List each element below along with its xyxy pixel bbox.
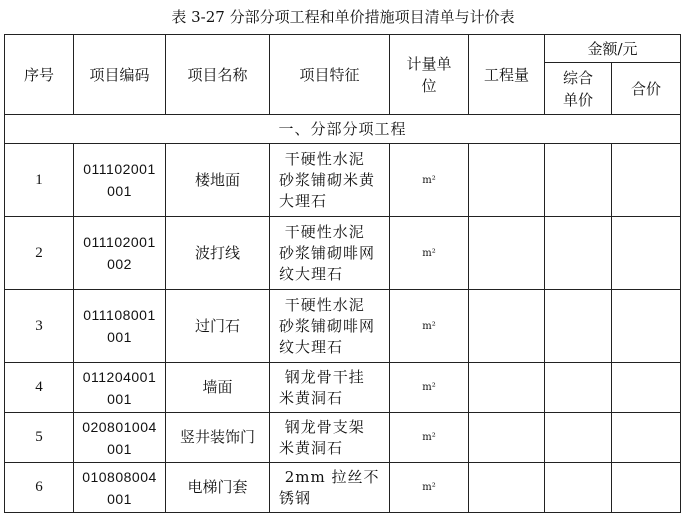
cell-total xyxy=(612,413,681,463)
cell-feature-line2: 砂浆铺砌啡网 xyxy=(279,243,376,262)
section-row xyxy=(5,115,681,144)
cell-code-line1: 011204001 xyxy=(82,368,157,385)
table-row xyxy=(5,144,681,217)
cell-code-line2: 001 xyxy=(107,490,132,507)
cell-feature-line2: 锈钢 xyxy=(279,488,312,507)
cell-name: 电梯门套 xyxy=(166,463,270,513)
header-composite-line1: 综合 xyxy=(562,68,593,87)
cell-quantity xyxy=(469,290,545,363)
cell-code-line1: 010808004 xyxy=(82,468,157,485)
header-unit xyxy=(390,35,469,115)
header-total: 合价 xyxy=(612,63,681,115)
cell-unit: m² xyxy=(390,413,469,463)
cell-unit: m² xyxy=(390,363,469,413)
section-title: 一、分部分项工程 xyxy=(5,115,681,144)
cell-feature xyxy=(270,290,390,363)
cell-total xyxy=(612,144,681,217)
table-row xyxy=(5,290,681,363)
cell-total xyxy=(612,290,681,363)
cell-feature xyxy=(270,363,390,413)
cell-feature-line1: 干硬性水泥 xyxy=(279,222,365,241)
header-unit-line1: 计量单 xyxy=(406,54,452,73)
cell-feature-line1: 钢龙骨支架 xyxy=(279,417,365,436)
cell-composite-price xyxy=(545,217,612,290)
cell-composite-price xyxy=(545,290,612,363)
cell-code-line1: 020801004 xyxy=(82,418,157,435)
cell-feature xyxy=(270,463,390,513)
table-title: 表 3-27 分部分项工程和单价措施项目清单与计价表 xyxy=(171,8,515,26)
cell-total xyxy=(612,463,681,513)
cell-feature-line3: 纹大理石 xyxy=(279,264,344,283)
header-amount: 金额/元 xyxy=(545,35,681,63)
cell-name: 过门石 xyxy=(166,290,270,363)
cell-unit: m² xyxy=(390,144,469,217)
cell-code-line1: 011102001 xyxy=(83,234,156,250)
cell-name: 竖井装饰门 xyxy=(166,413,270,463)
header-quantity: 工程量 xyxy=(469,35,545,115)
cell-code-line2: 002 xyxy=(107,256,132,272)
cell-composite-price xyxy=(545,363,612,413)
cell-code-line2: 001 xyxy=(107,440,132,457)
cell-code xyxy=(74,144,166,217)
cell-code xyxy=(74,363,166,413)
cell-code-line2: 001 xyxy=(107,183,132,199)
cell-seq: 5 xyxy=(5,413,74,463)
cell-unit: m² xyxy=(390,290,469,363)
cell-name: 楼地面 xyxy=(166,144,270,217)
header-code: 项目编码 xyxy=(74,35,166,115)
cell-code xyxy=(74,217,166,290)
cell-code-line1: 011108001 xyxy=(83,307,156,323)
header-row-1 xyxy=(5,35,681,63)
cell-feature-line3: 大理石 xyxy=(279,191,328,210)
cell-quantity xyxy=(469,363,545,413)
cell-seq: 3 xyxy=(5,290,74,363)
cell-code-line2: 001 xyxy=(107,329,132,345)
cell-quantity xyxy=(469,463,545,513)
cell-name: 墙面 xyxy=(166,363,270,413)
header-composite-price xyxy=(545,63,612,115)
header-feature: 项目特征 xyxy=(270,35,390,115)
cell-feature-line1: 干硬性水泥 xyxy=(279,149,365,168)
cell-feature xyxy=(270,217,390,290)
cell-code-line2: 001 xyxy=(107,390,132,407)
table-row xyxy=(5,463,681,513)
bill-of-quantities-table xyxy=(4,34,681,513)
cell-total xyxy=(612,217,681,290)
cell-name: 波打线 xyxy=(166,217,270,290)
header-name: 项目名称 xyxy=(166,35,270,115)
header-unit-line2: 位 xyxy=(421,76,437,95)
cell-seq: 2 xyxy=(5,217,74,290)
cell-code xyxy=(74,413,166,463)
cell-quantity xyxy=(469,217,545,290)
cell-feature xyxy=(270,413,390,463)
cell-seq: 6 xyxy=(5,463,74,513)
header-composite-line2: 单价 xyxy=(562,90,593,109)
cell-feature-line3: 纹大理石 xyxy=(279,337,344,356)
table-row xyxy=(5,363,681,413)
cell-quantity xyxy=(469,144,545,217)
cell-seq: 1 xyxy=(5,144,74,217)
header-seq: 序号 xyxy=(5,35,74,115)
cell-composite-price xyxy=(545,144,612,217)
cell-unit: m² xyxy=(390,217,469,290)
cell-code-line1: 011102001 xyxy=(83,161,156,177)
cell-feature-line2: 米黄洞石 xyxy=(279,438,344,457)
cell-seq: 4 xyxy=(5,363,74,413)
cell-feature-line2: 米黄洞石 xyxy=(279,388,344,407)
table-row xyxy=(5,413,681,463)
cell-code xyxy=(74,290,166,363)
cell-total xyxy=(612,363,681,413)
cell-feature-line1: 2mm 拉丝不 xyxy=(279,467,380,486)
cell-feature-line2: 砂浆铺砌米黄 xyxy=(279,170,376,189)
cell-feature-line2: 砂浆铺砌啡网 xyxy=(279,316,376,335)
cell-composite-price xyxy=(545,413,612,463)
cell-feature-line1: 干硬性水泥 xyxy=(279,295,365,314)
table-row xyxy=(5,217,681,290)
cell-unit: m² xyxy=(390,463,469,513)
cell-feature-line1: 钢龙骨干挂 xyxy=(279,367,365,386)
cell-code xyxy=(74,463,166,513)
cell-quantity xyxy=(469,413,545,463)
cell-feature xyxy=(270,144,390,217)
cell-composite-price xyxy=(545,463,612,513)
